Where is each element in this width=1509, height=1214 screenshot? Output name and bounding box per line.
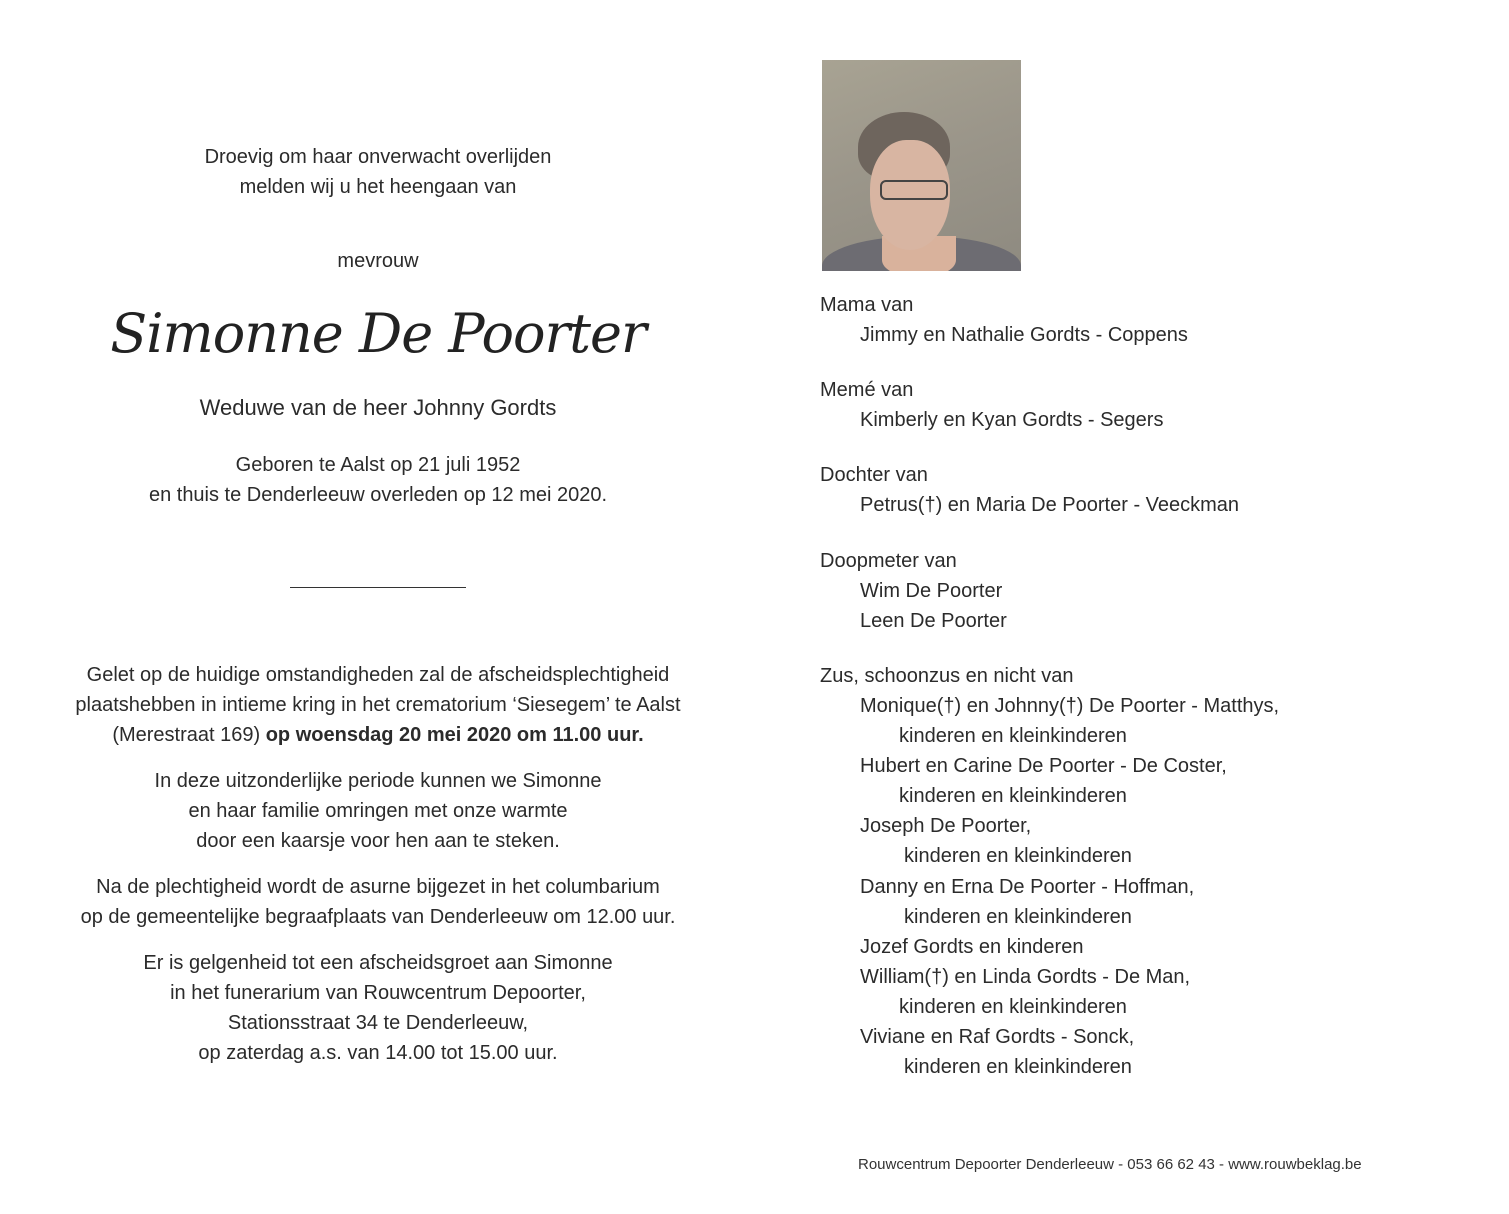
family-member: Hubert en Carine De Poorter - De Coster,	[860, 755, 1227, 778]
ceremony-date: op woensdag 20 mei 2020 om 11.00 uur.	[265, 724, 644, 746]
footer-contact: Rouwcentrum Depoorter Denderleeuw - 053 66 62 43 - www.rouwbeklag.be	[858, 1156, 1362, 1173]
widow-line: Weduwe van de heer Johnny Gordts	[199, 395, 557, 420]
text-line	[40, 720, 716, 750]
family-descendants: kinderen en kleinkinderen	[904, 905, 1132, 928]
birth-death-info	[40, 450, 716, 510]
family-group-zus	[820, 661, 1440, 1082]
family-descendants: kinderen en kleinkinderen	[899, 725, 1127, 748]
family-descendants: kinderen en kleinkinderen	[899, 995, 1127, 1018]
text-line: door een kaarsje voor hen aan te steken.	[196, 830, 560, 852]
text-line: Stationsstraat 34 te Denderleeuw,	[227, 1012, 529, 1034]
portrait-photo	[822, 60, 1021, 271]
group-label: Memé van	[820, 379, 914, 402]
title-word: mevrouw	[337, 250, 419, 272]
text-line: op de gemeentelijke begraafplaats van Denderleeuw om 12.00 uur.	[80, 906, 676, 928]
columbarium-paragraph	[40, 872, 716, 932]
born-line: Geboren te Aalst op 21 juli 1952	[235, 454, 521, 476]
intro-line: melden wij u het heengaan van	[239, 176, 517, 198]
family-descendants: kinderen en kleinkinderen	[899, 785, 1127, 808]
text-line: en haar familie omringen met onze warmte	[188, 800, 568, 822]
family-list	[820, 290, 1440, 1107]
family-member: Jozef Gordts en kinderen	[860, 935, 1084, 958]
ceremony-paragraph	[40, 660, 716, 750]
candle-paragraph	[40, 766, 716, 856]
family-group-doopmeter	[820, 546, 1440, 636]
group-label: Zus, schoonzus en nicht van	[820, 664, 1074, 687]
family-member: Danny en Erna De Poorter - Hoffman,	[860, 875, 1195, 898]
family-member: Jimmy en Nathalie Gordts - Coppens	[860, 324, 1188, 347]
text-line: Na de plechtigheid wordt de asurne bijgezet in het columbarium	[96, 876, 660, 898]
divider-line	[290, 587, 466, 588]
family-group-meme	[820, 375, 1440, 435]
ceremony-info	[40, 660, 716, 1084]
farewell-paragraph	[40, 948, 716, 1068]
text-line: Er is gelgenheid tot een afscheidsgroet aan Simonne	[143, 952, 613, 974]
group-label: Mama van	[820, 294, 914, 316]
group-label: Doopmeter van	[820, 549, 957, 572]
intro-line: Droevig om haar onverwacht overlijden	[204, 146, 552, 168]
text-line: Gelet op de huidige omstandigheden zal de afscheidsplechtigheid	[86, 664, 670, 686]
family-member: Viviane en Raf Gordts - Sonck,	[860, 1025, 1135, 1048]
group-label: Dochter van	[820, 464, 928, 487]
text-line: op zaterdag a.s. van 14.00 tot 15.00 uur.	[198, 1042, 558, 1064]
intro-text	[40, 142, 716, 202]
died-line: en thuis te Denderleeuw overleden op 12 mei 2020.	[148, 484, 608, 506]
family-member: William(†) en Linda Gordts - De Man,	[860, 965, 1191, 988]
family-member: Petrus(†) en Maria De Poorter - Veeckman	[860, 494, 1240, 517]
family-group-dochter	[820, 460, 1440, 520]
family-member: Monique(†) en Johnny(†) De Poorter - Matthys,	[860, 694, 1280, 717]
family-member: Leen De Poorter	[860, 609, 1007, 632]
family-descendants: kinderen en kleinkinderen	[904, 1056, 1132, 1079]
address-text: (Merestraat 169)	[112, 724, 266, 746]
family-group-mama	[820, 290, 1440, 350]
deceased-name: Simonne De Poorter	[110, 302, 646, 365]
text-line: in het funerarium van Rouwcentrum Depoorter,	[170, 982, 586, 1004]
text-line: In deze uitzonderlijke periode kunnen we Simonne	[154, 770, 602, 792]
family-descendants: kinderen en kleinkinderen	[904, 845, 1132, 868]
text-line: plaatshebben in intieme kring in het crematorium ‘Siesegem’ te Aalst	[75, 694, 681, 716]
family-member: Wim De Poorter	[860, 579, 1003, 602]
family-member: Joseph De Poorter,	[860, 815, 1032, 838]
family-member: Kimberly en Kyan Gordts - Segers	[860, 409, 1164, 432]
